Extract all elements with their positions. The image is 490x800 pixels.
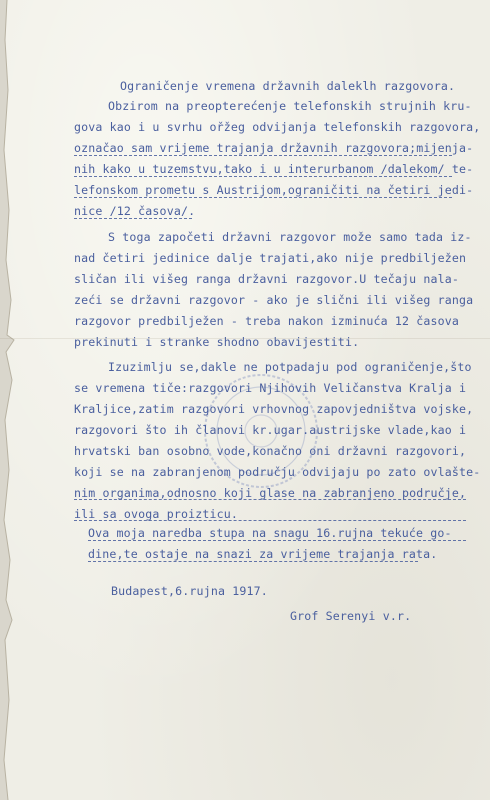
paragraph-1-line: gova kao i u svrhu ořžeg odvijanja telefonskih razgovora, xyxy=(74,120,481,134)
paragraph-4-line: Ova moja naredba stupa na snagu 16.rujna tekuće go- xyxy=(88,526,452,540)
paragraph-3-line: Kraljice,zatim razgovori vrhovnog zapovjedništva vojske, xyxy=(74,402,474,416)
underline-mark xyxy=(74,155,452,156)
paragraph-3-line: hrvatski ban osobno vode,konačno oni državni razgovori, xyxy=(74,444,467,458)
paragraph-3-line: razgovori što ih članovi kr.ugar.austrijske vlade,kao i xyxy=(74,423,467,437)
underline-mark xyxy=(74,218,192,219)
paragraph-3-line: se vremena tiče:razgovori Njihovih Veličanstva Kralja i xyxy=(74,381,467,395)
signature: Grof Serenyi v.r. xyxy=(290,609,412,623)
paragraph-3-line: ili sa ovoga proizticu. xyxy=(74,507,238,521)
paragraph-2-line: zeći se državni razgovor - ako je slični ili višeg ranga xyxy=(74,293,474,307)
paragraph-3-line: koji se na zabranjenom području odvijaju po zato ovlašte- xyxy=(74,465,481,479)
underline-mark xyxy=(88,540,466,541)
underline-mark xyxy=(74,499,466,500)
paragraph-1-line: lefonskom prometu s Austrijom,ograničiti na četiri jedi- xyxy=(74,183,474,197)
paragraph-4-line: dine,te ostaje na snazi za vrijeme trajanja rata. xyxy=(88,547,438,561)
document-title: Ograničenje vremena državnih daleklh razgovora. xyxy=(120,79,456,93)
paragraph-1-line: nih kako u tuzemstvu,tako i u interurbanom /dalekom/ te- xyxy=(74,162,474,176)
paragraph-2-line: sličan ili višeg ranga državni razgovor.U tečaju nala- xyxy=(74,272,460,286)
paragraph-2-line: prekinuti i stranke shodno obavijestiti. xyxy=(74,335,360,349)
paragraph-2-line: nad četiri jedinice dalje trajati,ako nije predbilježen xyxy=(74,251,467,265)
underline-mark xyxy=(74,176,452,177)
document-date: Budapest,6.rujna 1917. xyxy=(111,584,268,598)
paragraph-3-line: Izuzimlju se,dakle ne potpadaju pod ograničenje,što xyxy=(108,360,472,374)
underline-mark xyxy=(88,561,418,562)
paragraph-1-line: Obzirom na preopterećenje telefonskih strujnih kru- xyxy=(108,99,472,113)
paragraph-3-line: nim organima,odnosno koji glase na zabranjeno područje, xyxy=(74,486,467,500)
paragraph-2-line: S toga započeti državni razgovor može samo tada iz- xyxy=(108,230,472,244)
underline-mark xyxy=(74,520,466,521)
paragraph-1-line: označao sam vrijeme trajanja državnih razgovora;mijenja- xyxy=(74,141,474,155)
paragraph-2-line: razgovor predbilježen - treba nakon izminuća 12 časova xyxy=(74,314,460,328)
paragraph-1-line: nice /12 časova/. xyxy=(74,204,196,218)
underline-mark xyxy=(74,197,452,198)
